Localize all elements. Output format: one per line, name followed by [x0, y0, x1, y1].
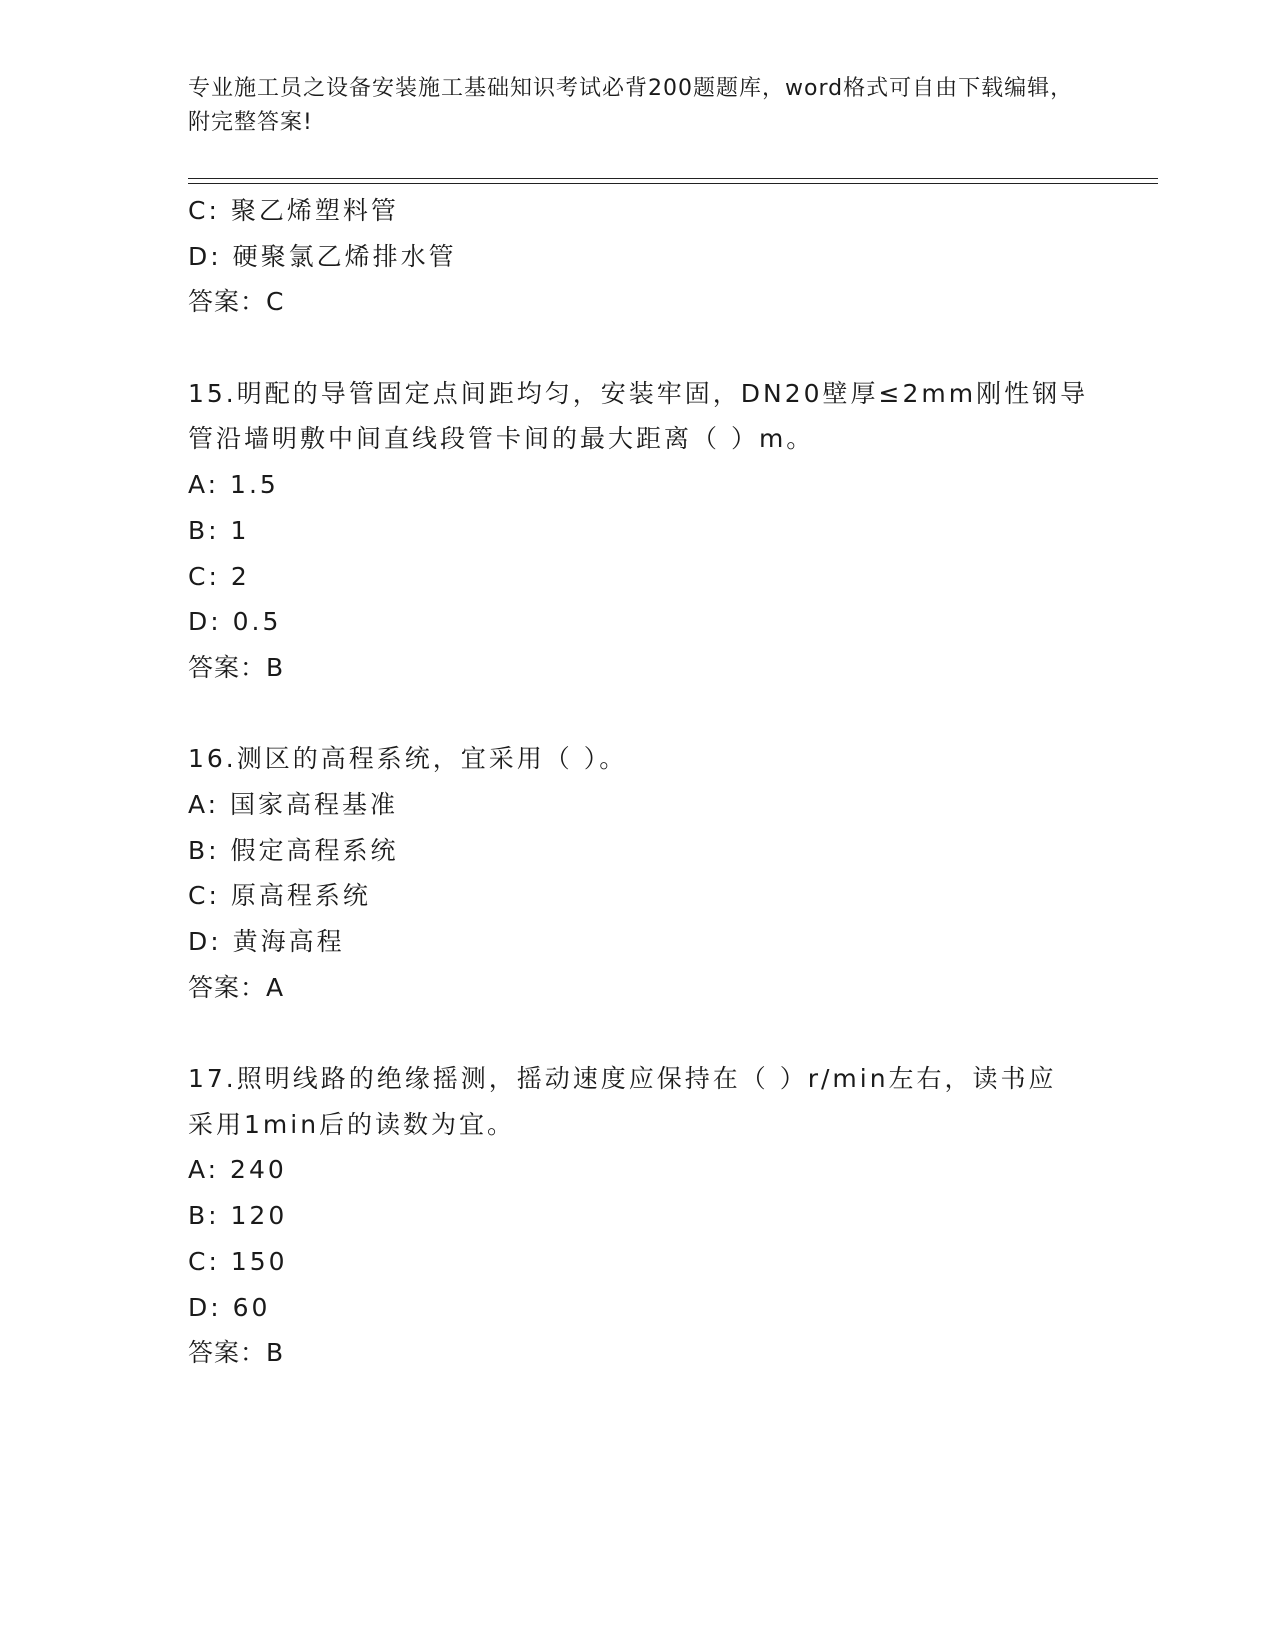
spacer	[188, 325, 1088, 371]
question-14-continuation	[188, 188, 1088, 325]
option-d: D: 0.5	[188, 607, 282, 637]
answer-line: 答案：A	[188, 972, 285, 1002]
spacer	[188, 1010, 1088, 1056]
option-b: B: 120	[188, 1201, 288, 1231]
answer-line: 答案：B	[188, 1338, 285, 1368]
question-stem-continued: 管沿墙明敷中间直线段管卡间的最大距离（ ）m。	[188, 424, 815, 454]
option-b: B: 1	[188, 515, 250, 545]
option-b: B: 假定高程系统	[188, 835, 399, 865]
option-a: A: 1.5	[188, 470, 279, 500]
question-stem: 15.明配的导管固定点间距均匀，安装牢固，DN20壁厚≤2mm刚性钢导	[188, 378, 1089, 408]
spacer	[188, 691, 1088, 737]
question-stem: 16.测区的高程系统，宜采用（ ）。	[188, 744, 628, 774]
option-c: C: 原高程系统	[188, 881, 371, 911]
question-stem-continued: 采用1min后的读数为宜。	[188, 1109, 516, 1139]
option-a: A: 国家高程基准	[188, 789, 399, 819]
option-d: D: 60	[188, 1292, 271, 1322]
option-a: A: 240	[188, 1155, 287, 1185]
header-title: 专业施工员之设备安装施工基础知识考试必背200题题库，word格式可自由下载编辑，附完整答案!	[188, 76, 1074, 135]
header-divider-top	[188, 178, 1158, 179]
answer-line: 答案：B	[188, 652, 285, 682]
option-d: D: 硬聚氯乙烯排水管	[188, 241, 457, 271]
question-16	[188, 736, 1088, 1010]
option-d: D: 黄海高程	[188, 927, 345, 956]
option-c: C: 150	[188, 1246, 288, 1276]
option-c: C: 聚乙烯塑料管	[188, 196, 399, 225]
question-17	[188, 1056, 1088, 1376]
answer-line: 答案：C	[188, 287, 285, 317]
question-stem: 17.照明线路的绝缘摇测，摇动速度应保持在（ ）r/min左右，读书应	[188, 1064, 1057, 1094]
document-header	[188, 72, 1088, 140]
question-15	[188, 371, 1088, 691]
option-c: C: 2	[188, 561, 250, 591]
header-divider-bottom	[188, 183, 1158, 184]
question-list	[188, 188, 1088, 1376]
